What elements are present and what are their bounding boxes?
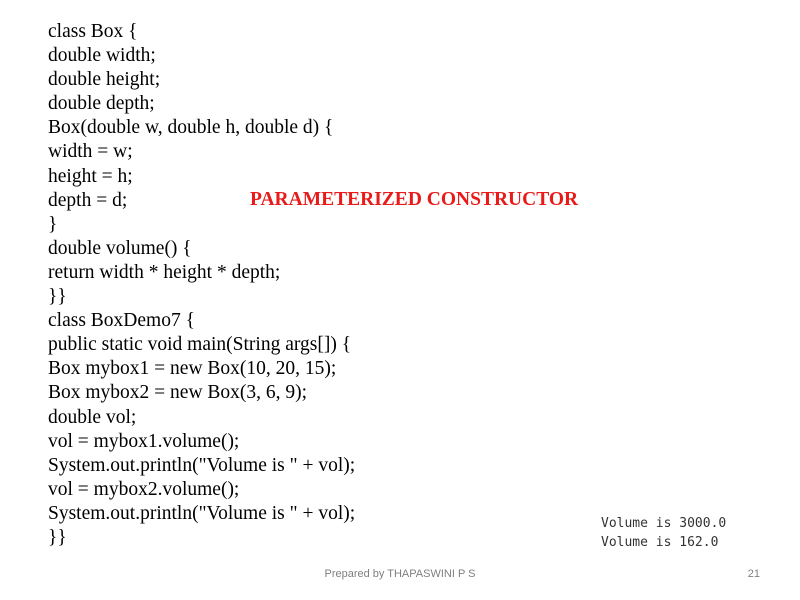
code-line: Box mybox2 = new Box(3, 6, 9); [48, 382, 308, 404]
console-line: Volume is 3000.0 [601, 516, 727, 531]
code-line: return width * height * depth; [48, 261, 281, 283]
code-line: depth = d; [48, 189, 128, 211]
code-line: vol = mybox2.volume(); [48, 478, 240, 500]
code-line: double width; [48, 45, 156, 67]
code-line: width = w; [48, 141, 133, 163]
code-line: System.out.println("Volume is " + vol); [48, 454, 356, 476]
code-line: class BoxDemo7 { [48, 310, 195, 332]
page-number: 21 [747, 568, 760, 580]
code-line: double depth; [48, 93, 155, 115]
console-output [601, 514, 726, 552]
code-line: double height; [48, 69, 161, 91]
code-line: }} [48, 526, 67, 548]
code-line: public static void main(String args[]) { [48, 334, 352, 356]
footer-author: Prepared by THAPASWINI P S [324, 568, 476, 580]
code-line: System.out.println("Volume is " + vol); [48, 502, 356, 524]
annotation-label: PARAMETERIZED CONSTRUCTOR [250, 189, 579, 210]
code-line: Box mybox1 = new Box(10, 20, 15); [48, 358, 337, 380]
console-line: Volume is 162.0 [601, 535, 719, 550]
code-line: double vol; [48, 406, 137, 428]
code-line: }} [48, 286, 67, 308]
code-line: double volume() { [48, 237, 192, 259]
code-line: class Box { [48, 21, 138, 42]
code-line: } [48, 213, 58, 235]
code-line: Box(double w, double h, double d) { [48, 117, 334, 139]
code-line: vol = mybox1.volume(); [48, 430, 240, 452]
code-line: height = h; [48, 165, 133, 187]
code-listing [48, 20, 355, 550]
